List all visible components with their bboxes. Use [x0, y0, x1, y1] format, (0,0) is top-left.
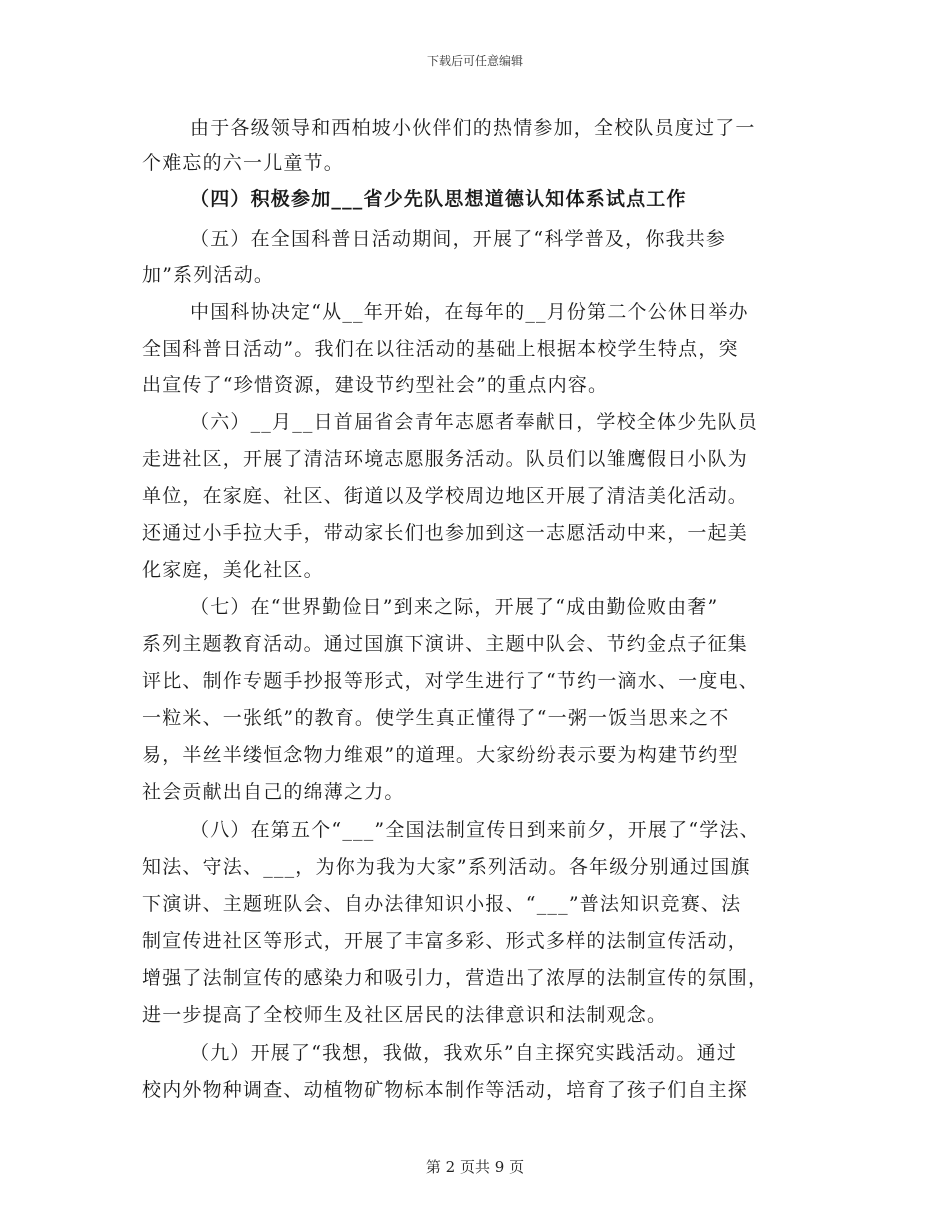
text-line: 全国科普日活动”。我们在以往活动的基础上根据本校学生特点，突	[142, 338, 739, 360]
text-line: 中国科协决定“从__年开始，在每年的__月份第二个公休日举办	[190, 301, 749, 323]
text-line: 化家庭，美化社区。	[142, 559, 324, 581]
text-line: （七）在“世界勤俭日”到来之际，开展了“成由勤俭败由奢”	[190, 596, 719, 618]
text-line: （六）__月__日首届省会青年志愿者奉献日，学校全体少先队员	[190, 411, 759, 433]
text-line: 评比、制作专题手抄报等形式，对学生进行了“节约一滴水、一度电、	[142, 670, 759, 692]
text-line: 制宣传进社区等形式，开展了丰富多彩、形式多样的法制宣传活动，	[142, 930, 749, 952]
text-line: 由于各级领导和西柏坡小伙伴们的热情参加，全校队员度过了一	[190, 117, 756, 139]
text-line: 增强了法制宣传的感染力和吸引力，营造出了浓厚的法制宣传的氛围，	[142, 967, 769, 989]
page-header: 下载后可任意编辑	[426, 54, 523, 68]
text-line: （八）在第五个“___”全国法制宣传日到来前夕，开展了“学法、	[190, 819, 760, 841]
section-heading: （四）积极参加___省少先队思想道德认知体系试点工作	[190, 188, 687, 210]
text-line: 一粒米、一张纸”的教育。使学生真正懂得了“一粥一饭当思来之不	[142, 707, 730, 729]
text-line: 还通过小手拉大手，带动家长们也参加到这一志愿活动中来，一起美	[142, 522, 749, 544]
text-line: 个难忘的六一儿童节。	[142, 152, 345, 174]
text-line: 知法、守法、___，为你为我为大家”系列活动。各年级分别通过国旗	[142, 856, 751, 878]
text-line: 进一步提高了全校师生及社区居民的法律意识和法制观念。	[142, 1004, 668, 1026]
text-line: 社会贡献出自己的绵薄之力。	[142, 781, 405, 803]
text-line: 下演讲、主题班队会、自办法律知识小报、“___”普法知识竞赛、法	[142, 893, 742, 915]
text-line: 校内外物种调查、动植物矿物标本制作等活动，培育了孩子们自主探	[142, 1079, 749, 1101]
text-line: （九）开展了“我想，我做，我欢乐”自主探究实践活动。通过	[190, 1042, 738, 1064]
text-line: （五）在全国科普日活动期间，开展了“科学普及，你我共参	[190, 228, 727, 250]
text-line: 单位，在家庭、社区、街道以及学校周边地区开展了清洁美化活动。	[142, 485, 749, 507]
text-line: 系列主题教育活动。通过国旗下演讲、主题中队会、节约金点子征集	[142, 633, 749, 655]
text-line: 走进社区，开展了清洁环境志愿服务活动。队员们以雏鹰假日小队为	[142, 448, 749, 470]
text-line: 出宣传了“珍惜资源，建设节约型社会”的重点内容。	[142, 374, 609, 396]
page-footer: 第 2 页共 9 页	[425, 1158, 525, 1176]
text-line: 易，半丝半缕恒念物力维艰”的道理。大家纷纷表示要为构建节约型	[142, 744, 739, 766]
text-line: 加”系列活动。	[142, 264, 275, 286]
